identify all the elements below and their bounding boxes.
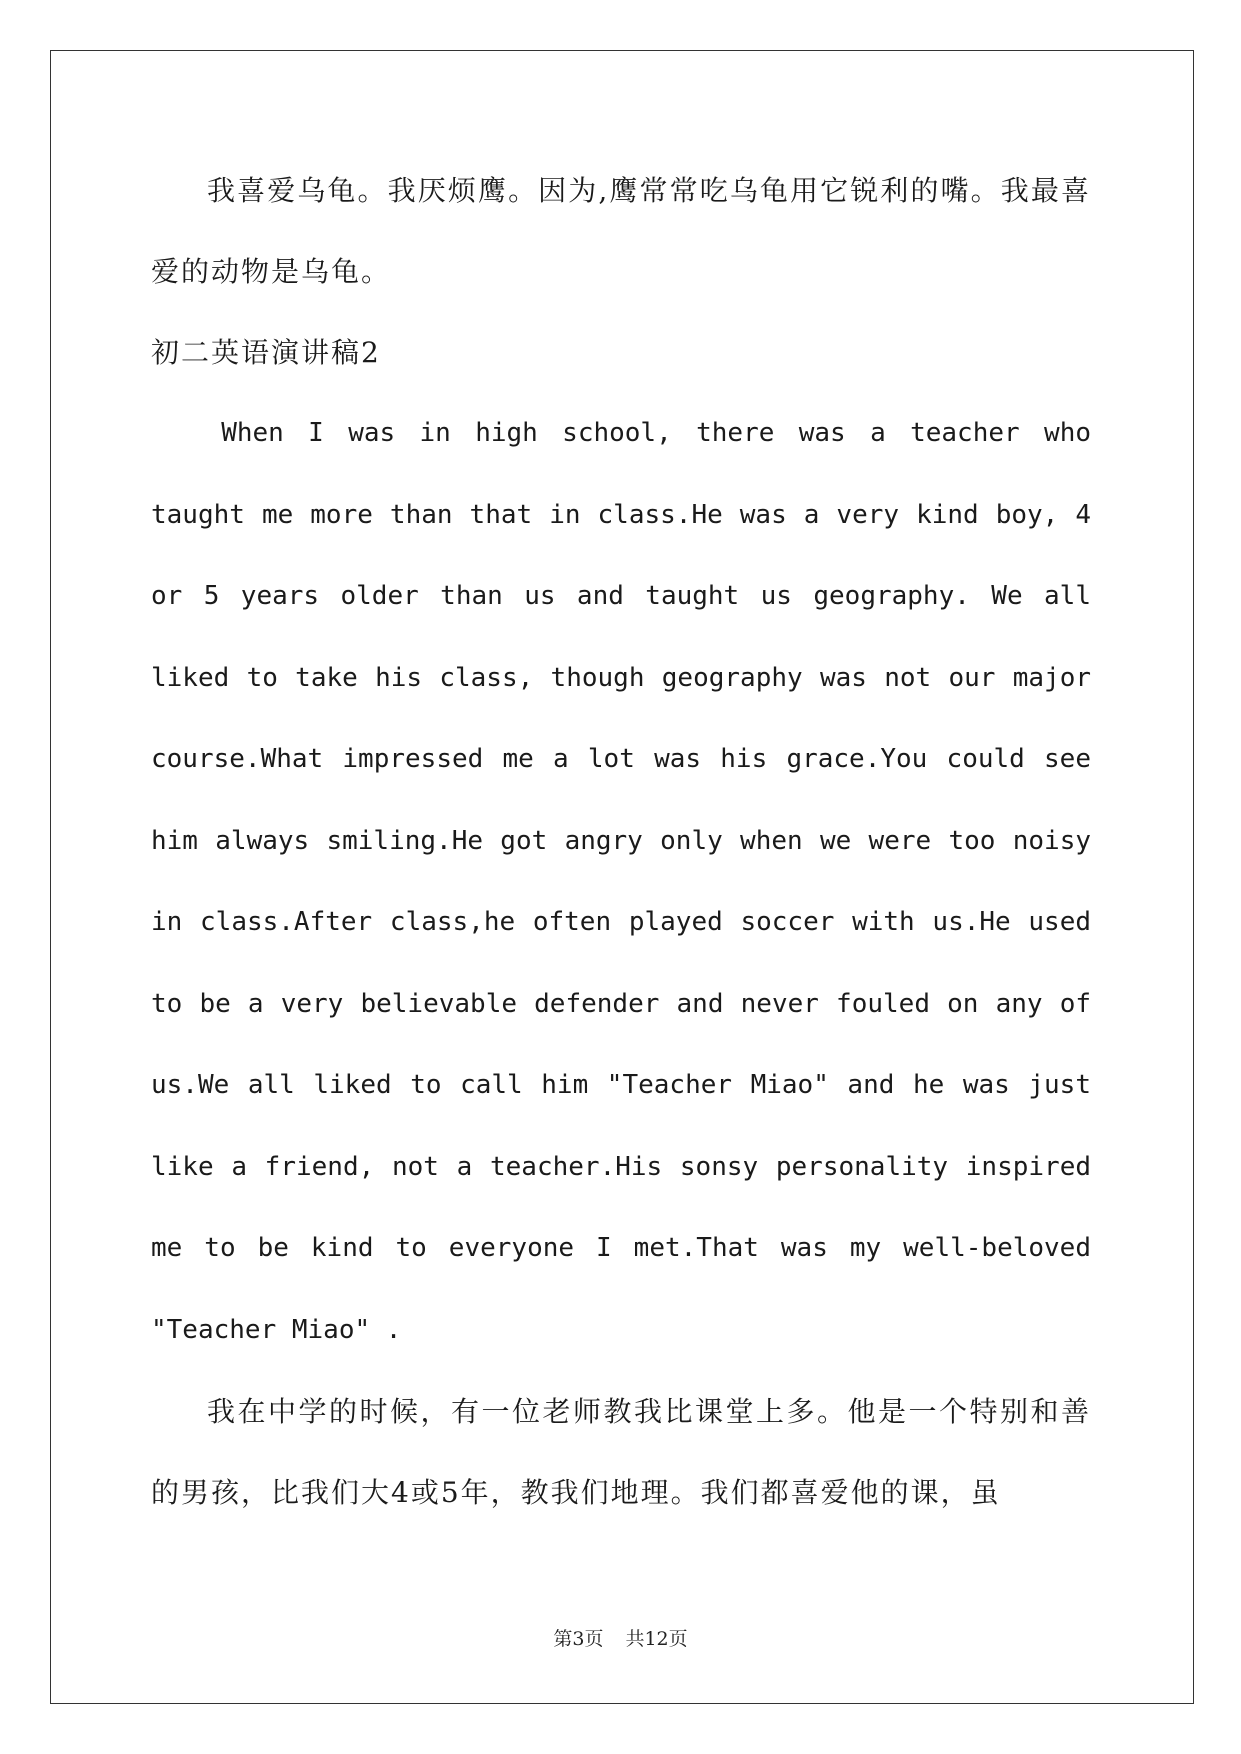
section-heading: 初二英语演讲稿2 [151, 336, 381, 369]
document-body [151, 150, 1091, 1533]
page-footer [0, 1624, 1241, 1651]
paragraph-turtle: 我喜爱乌龟。我厌烦鹰。因为,鹰常常吃乌龟用它锐利的嘴。我最喜爱的动物是乌龟。 [151, 174, 1091, 288]
page-total: 共12页 [625, 1628, 688, 1650]
paragraph-chinese-translation: 我在中学的时候，有一位老师教我比课堂上多。他是一个特别和善的男孩，比我们大4或5年，教我们地理。我们都喜爱他的课，虽 [151, 1395, 1091, 1509]
page-number: 第3页 [553, 1628, 604, 1650]
paragraph-english-speech: When I was in high school, there was a teacher who taught me more than that in class.He was a very kind boy, 4 or 5 years older than us and taught us geography. We all liked to take his class, though geography was not our major course.What impressed me a lot was his grace.You could see him always smiling.He got angry only when we were too noisy in class.After class,he often played soccer with us.He used to be a very believable defender and never fouled on any of us.We all liked to call him "Teacher Miao" and he was just like a friend, not a teacher.His sonsy personality inspired me to be kind to everyone I met.That was my well-beloved "Teacher Miao" . [151, 418, 1091, 1345]
